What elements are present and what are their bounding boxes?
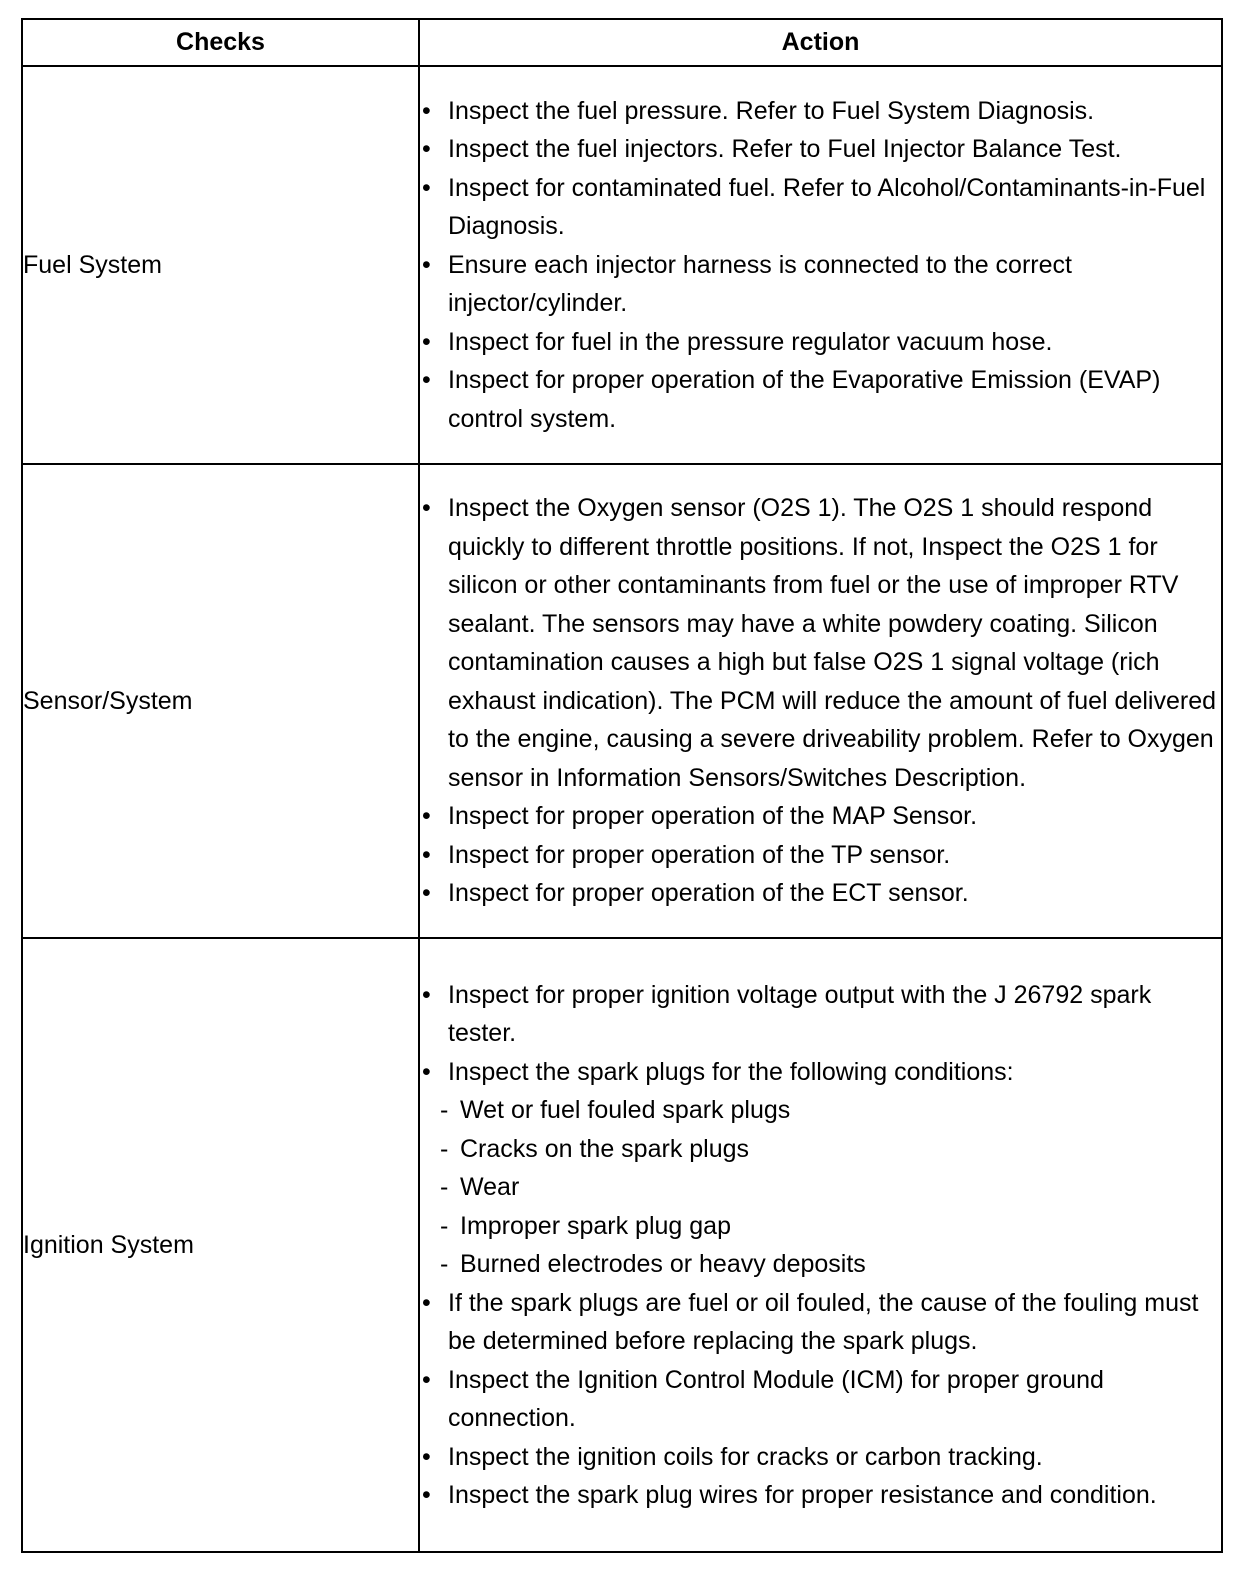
- action-item-text: • Inspect the fuel injectors. Refer to Fuel Injector Balance Test.: [448, 135, 1122, 164]
- action-item-text: • Inspect for proper operation of the MAP Sensor.: [448, 802, 978, 831]
- action-item: [420, 323, 1221, 362]
- action-item: [420, 1284, 1221, 1361]
- action-item: [420, 246, 1221, 323]
- action-item-text: • Inspect for contaminated fuel. Refer to Alcohol/Contaminants-in-Fuel Diagnosis.: [448, 173, 1206, 241]
- diagnostic-checks-table: [21, 18, 1223, 1553]
- action-item-text: • Inspect the fuel pressure. Refer to Fuel System Diagnosis.: [448, 96, 1095, 125]
- action-item: [420, 489, 1221, 797]
- table-row-sensor-system: [22, 464, 1222, 938]
- action-item-text: • Inspect the spark plug wires for proper resistance and condition.: [448, 1481, 1157, 1509]
- action-item-text: • Ensure each injector harness is connected to the correct injector/cylinder.: [448, 250, 1072, 318]
- check-label-fuel-system: Fuel System: [22, 66, 419, 464]
- table-row-ignition-system: [22, 938, 1222, 1552]
- action-cell-ignition-system: [419, 938, 1222, 1552]
- action-item-text: • If the spark plugs are fuel or oil fouled, the cause of the fouling must be determined before replacing the spark plugs.: [448, 1288, 1199, 1355]
- action-item: [420, 797, 1221, 836]
- spark-plug-conditions-list: [448, 1091, 1221, 1284]
- condition-item: - Improper spark plug gap: [440, 1207, 1221, 1246]
- action-item: [420, 1438, 1221, 1477]
- check-label-sensor-system: Sensor/System: [22, 464, 419, 938]
- action-item: [420, 1361, 1221, 1438]
- action-item: [420, 361, 1221, 438]
- action-item-text: • Inspect for fuel in the pressure regulator vacuum hose.: [448, 327, 1053, 356]
- action-cell-sensor-system: [419, 464, 1222, 938]
- action-item: [420, 976, 1221, 1053]
- header-row: [22, 19, 1222, 66]
- action-item: [420, 169, 1221, 246]
- action-list: [420, 489, 1221, 913]
- action-item: [420, 874, 1221, 913]
- action-item-text: • Inspect the Ignition Control Module (ICM) for proper ground connection.: [448, 1365, 1104, 1432]
- action-item: [420, 836, 1221, 875]
- action-item-text: • Inspect for proper operation of the TP sensor.: [448, 840, 951, 869]
- action-item-text: • Inspect for proper ignition voltage output with the J 26792 spark tester.: [448, 980, 1152, 1047]
- condition-item: - Wear: [440, 1168, 1221, 1207]
- action-item-text: • Inspect the spark plugs for the following conditions:: [448, 1057, 1014, 1086]
- condition-item: - Burned electrodes or heavy deposits: [440, 1245, 1221, 1284]
- action-item-text: • Inspect for proper operation of the ECT sensor.: [448, 879, 969, 908]
- action-item: [420, 1476, 1221, 1515]
- checks-column-header: Checks: [22, 19, 419, 66]
- action-item-text: • Inspect the ignition coils for cracks or carbon tracking.: [448, 1442, 1043, 1471]
- action-list: [420, 92, 1221, 439]
- condition-item: - Wet or fuel fouled spark plugs: [440, 1091, 1221, 1130]
- check-label-ignition-system: Ignition System: [22, 938, 419, 1552]
- action-column-header: Action: [419, 19, 1222, 66]
- action-item-text: • Inspect the Oxygen sensor (O2S 1). The O2S 1 should respond quickly to different throttle positions. If not, Inspect the O2S 1 for silicon or other contaminants from fuel or the use of improper RTV sealant. The sensors may have a white powdery coating. Silicon contamination causes a high but false O2S 1 signal voltage (rich exhaust indication). The PCM will reduce the amount of fuel delivered to the engine, causing a severe driveability problem. Refer to Oxygen sensor in Information Sensors/Switches Description.: [448, 494, 1217, 792]
- action-item: [420, 92, 1221, 131]
- action-item: [420, 1053, 1221, 1284]
- action-item-text: • Inspect for proper operation of the Evaporative Emission (EVAP) control system.: [448, 366, 1161, 433]
- condition-item: - Cracks on the spark plugs: [440, 1130, 1221, 1169]
- action-item: [420, 130, 1221, 169]
- action-list: [420, 976, 1221, 1515]
- table-row-fuel-system: [22, 66, 1222, 464]
- action-cell-fuel-system: [419, 66, 1222, 464]
